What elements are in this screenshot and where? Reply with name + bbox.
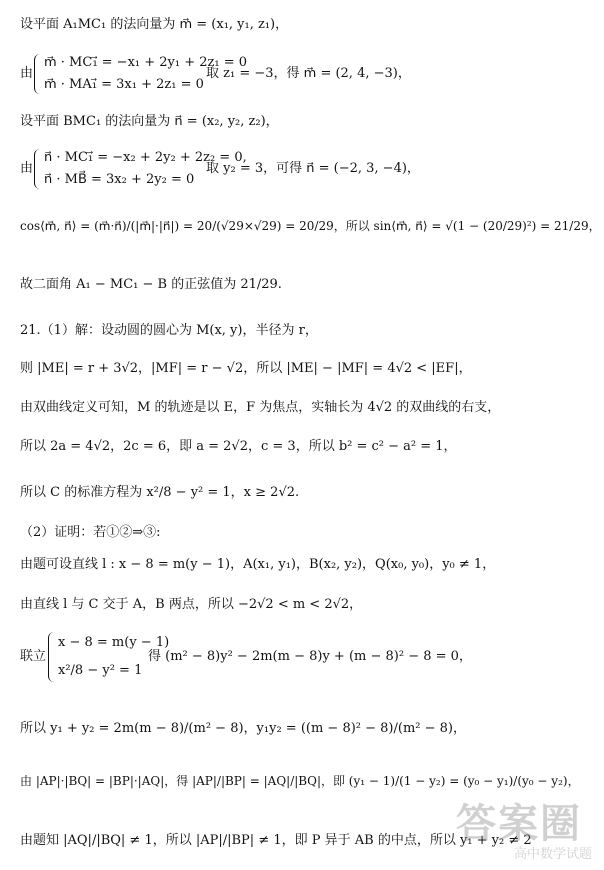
brace-icon <box>34 149 42 189</box>
system-lead: 由 <box>20 66 34 81</box>
text-line: 由双曲线定义可知，M 的轨迹是以 E，F 为焦点，实轴长为 4√2 的双曲线的右支， <box>20 400 501 415</box>
equation-row: x²/8 − y² = 1 <box>58 663 143 678</box>
equation-row: n⃗ · MB⃗ = 3x₂ + 2y₂ = 0 <box>44 172 195 187</box>
text-line: 设平面 BMC₁ 的法向量为 n⃗ = (x₂, y₂, z₂)， <box>20 114 279 129</box>
text-line: cos⟨m⃗, n⃗⟩ = (m⃗·n⃗)/(|m⃗|·|n⃗|) = 20/(√29×√29) = 20/29，所以 sin⟨m⃗, n⃗⟩ = √(1 − (20/29)²) = 21/29， <box>20 219 601 233</box>
equation-row: m⃗ · MA₁⃗ = 3x₁ + 2z₁ = 0 <box>44 77 204 92</box>
text-line: 所以 y₁ + y₂ = 2m(m − 8)/(m² − 8)，y₁y₂ = ((m − 8)² − 8)/(m² − 8)， <box>20 721 466 736</box>
text-line: 21.（1）解：设动圆的圆心为 M(x, y)，半径为 r， <box>20 323 318 338</box>
brace-icon <box>34 54 42 94</box>
text-line: 设平面 A₁MC₁ 的法向量为 m⃗ = (x₁, y₁, z₁)， <box>20 17 289 32</box>
equation-system <box>20 54 580 94</box>
text-line: 由 |AP|·|BQ| = |BP|·|AQ|，得 |AP|/|BP| = |AQ|/|BQ|，即 (y₁ − 1)/(1 − y₂) = (y₀ − y₁)/(y₀ − y₂)， <box>20 774 580 788</box>
equation-row: n⃗ · MC₁⃗ = −x₂ + 2y₂ + 2z₂ = 0, <box>44 150 247 165</box>
text-line: （2）证明：若①②⇒③: <box>20 525 161 540</box>
text-line: 由题知 |AQ|/|BQ| ≠ 1，所以 |AP|/|BP| ≠ 1，即 P 异于 AB 的中点，所以 y₁ + y₂ ≠ 2 <box>20 833 532 848</box>
system-lead: 联立 <box>20 649 47 664</box>
text-line: 由题可设直线 l : x − 8 = m(y − 1)，A(x₁, y₁)，B(x₂, y₂)，Q(x₀, y₀)，y₀ ≠ 1， <box>20 557 496 572</box>
equation-system <box>20 632 590 682</box>
system-tail: 取 y₂ = 3，可得 n⃗ = (−2, 3, −4)， <box>206 161 420 176</box>
equation-system <box>20 149 580 189</box>
text-line: 则 |ME| = r + 3√2，|MF| = r − √2，所以 |ME| − |MF| = 4√2 < |EF|， <box>20 361 472 376</box>
brace-icon <box>48 632 56 682</box>
text-line: 所以 C 的标准方程为 x²/8 − y² = 1，x ≥ 2√2. <box>20 485 300 500</box>
watermark-big-text: 答案圈 <box>456 801 582 847</box>
system-tail: 得 (m² − 8)y² − 2m(m − 8)y + (m − 8)² − 8 = 0， <box>148 649 472 664</box>
watermark-logo <box>406 792 596 862</box>
watermark-small-text: 高中数学试题 <box>513 847 592 862</box>
system-lead: 由 <box>20 161 34 176</box>
text-line: 所以 2a = 4√2，2c = 6，即 a = 2√2，c = 3，所以 b² = c² − a² = 1， <box>20 439 457 454</box>
equation-row: m⃗ · MC₁⃗ = −x₁ + 2y₁ + 2z₁ = 0 <box>44 55 248 70</box>
system-tail: 取 z₁ = −3，得 m⃗ = (2, 4, −3)， <box>206 66 411 81</box>
equation-row: x − 8 = m(y − 1) <box>58 635 170 650</box>
text-line: 由直线 l 与 C 交于 A，B 两点，所以 −2√2 < m < 2√2， <box>20 597 363 612</box>
text-line: 故二面角 A₁ − MC₁ − B 的正弦值为 21/29. <box>20 277 282 292</box>
